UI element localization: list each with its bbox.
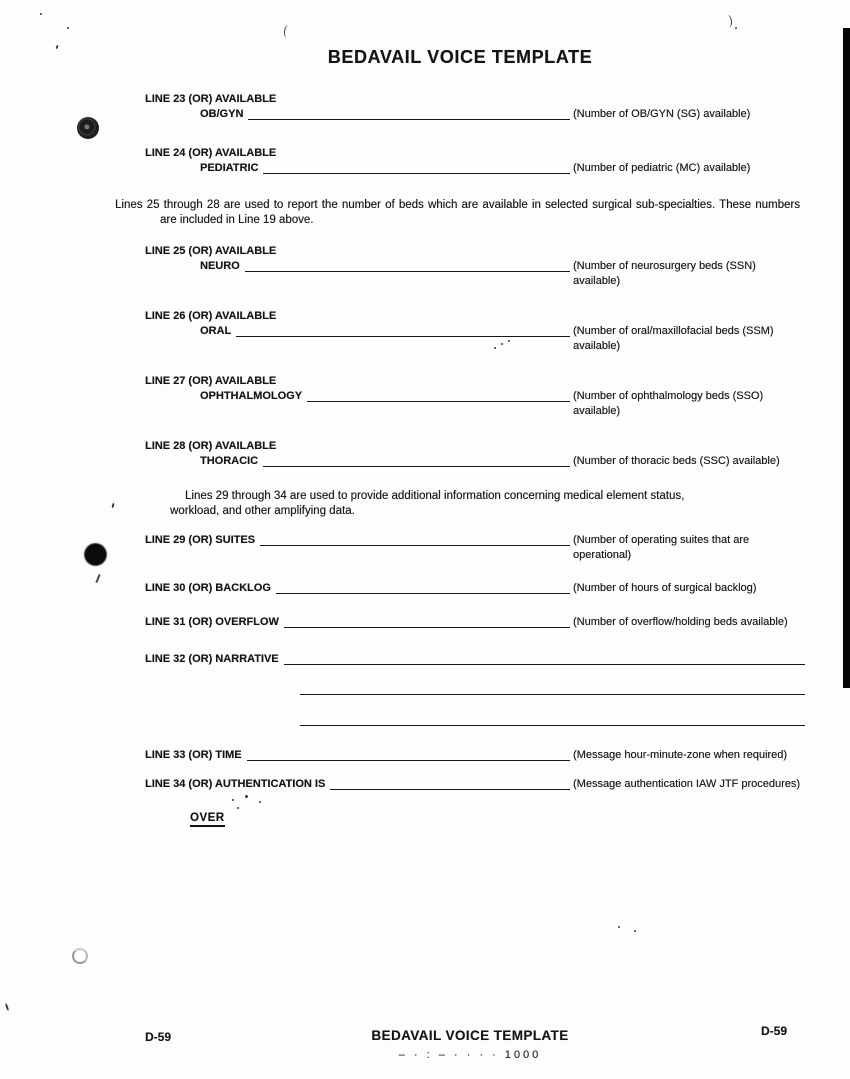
line-label: LINE 23 (OR) AVAILABLE xyxy=(145,93,277,105)
line-label-block xyxy=(145,309,570,354)
line-label: LINE 27 (OR) AVAILABLE xyxy=(145,375,277,387)
line-description: (Number of ophthalmology beds (SSO) available) xyxy=(573,390,764,417)
line-sublabel: NEURO xyxy=(200,260,240,272)
scan-speckle xyxy=(634,930,636,932)
line-description: (Number of thoracic beds (SSC) available) xyxy=(573,455,780,467)
page-title: BEDAVAIL VOICE TEMPLATE xyxy=(327,47,593,67)
fill-in-blank xyxy=(260,544,570,546)
form-line-27 xyxy=(145,374,805,419)
footer-title: BEDAVAIL VOICE TEMPLATE xyxy=(371,1028,569,1043)
line-label: LINE 30 (OR) BACKLOG xyxy=(145,582,271,594)
line-label-block xyxy=(145,244,570,289)
form-line-24 xyxy=(145,146,805,176)
fill-in-blank xyxy=(284,663,805,665)
line-label-block xyxy=(145,615,570,630)
form-line-32 xyxy=(145,652,805,726)
scan-speckle xyxy=(67,27,69,29)
line-description: (Number of pediatric (MC) available) xyxy=(573,162,751,174)
line-label-block xyxy=(145,748,570,763)
line-description: (Message authentication IAW JTF procedures) xyxy=(573,778,801,790)
fill-in-blank xyxy=(284,626,570,628)
line-description: (Number of neurosurgery beds (SSN) available) xyxy=(573,260,756,287)
form-line-28 xyxy=(145,439,805,469)
scan-speckle xyxy=(237,807,239,809)
over-label: OVER xyxy=(190,812,225,827)
line-label-block xyxy=(145,146,570,176)
scan-speckle xyxy=(232,799,234,801)
fill-in-blank xyxy=(263,465,570,467)
scan-speckle xyxy=(111,503,114,508)
pen-tick-mark xyxy=(95,574,100,583)
line-sublabel: OPHTHALMOLOGY xyxy=(200,390,303,402)
fill-in-blank xyxy=(300,693,805,695)
scan-speckle xyxy=(618,926,620,928)
line-sublabel: THORACIC xyxy=(200,455,259,467)
form-line-25 xyxy=(145,244,805,289)
fill-in-blank xyxy=(276,592,570,594)
line-label-block xyxy=(145,581,570,596)
line-description: (Number of oral/maxillofacial beds (SSM) available) xyxy=(573,325,774,352)
line-label: LINE 33 (OR) TIME xyxy=(145,749,242,761)
scan-speckle xyxy=(735,27,737,29)
line-label: LINE 34 (OR) AUTHENTICATION IS xyxy=(145,778,326,790)
scan-speckle xyxy=(508,340,510,342)
form-line-29 xyxy=(145,533,805,563)
scan-speckle xyxy=(245,795,248,798)
fill-in-blank xyxy=(248,118,570,120)
line-label: LINE 26 (OR) AVAILABLE xyxy=(145,310,277,322)
instructions-lines-25-28: Lines 25 through 28 are used to report the number of beds which are available in selected surgical sub-specialties. These numbers are included in Line 19 above. xyxy=(115,199,800,226)
ink-dot-mark xyxy=(85,544,106,565)
form-line-34 xyxy=(145,777,805,792)
over-label-row xyxy=(190,808,850,826)
fill-in-blank xyxy=(307,400,570,402)
line-sublabel: ORAL xyxy=(200,325,232,337)
fill-in-blank xyxy=(245,270,570,272)
form-line-26 xyxy=(145,309,805,354)
scan-speckle xyxy=(55,45,58,49)
line-label-block xyxy=(145,374,570,419)
footer-cutoff-text: – · : – · · · · 1000 xyxy=(398,1049,542,1058)
line-label-block xyxy=(145,533,570,563)
line-sublabel: PEDIATRIC xyxy=(200,162,259,174)
line-description: (Number of OB/GYN (SG) available) xyxy=(573,108,751,120)
hole-punch-mark xyxy=(77,117,99,139)
scan-speckle xyxy=(259,801,261,803)
scan-edge-bar xyxy=(843,28,850,688)
line-description: (Number of operating suites that are operational) xyxy=(573,534,750,561)
line-description: (Number of hours of surgical backlog) xyxy=(573,582,757,594)
line-label: LINE 32 (OR) NARRATIVE xyxy=(145,653,279,665)
fill-in-blank xyxy=(330,788,570,790)
page-number-right: D-59 xyxy=(760,1024,787,1038)
line-description: (Message hour-minute-zone when required) xyxy=(573,749,787,761)
fill-in-blank xyxy=(247,759,570,761)
line-label: LINE 28 (OR) AVAILABLE xyxy=(145,440,277,452)
line-label: LINE 31 (OR) OVERFLOW xyxy=(145,616,279,628)
scan-speckle xyxy=(283,25,293,39)
line-label: LINE 24 (OR) AVAILABLE xyxy=(145,147,277,159)
form-line-31 xyxy=(145,615,805,630)
scan-speckle xyxy=(5,1003,10,1011)
line-label-block xyxy=(145,777,570,792)
fill-in-blank xyxy=(300,724,805,726)
faint-circle-mark xyxy=(72,948,88,964)
scan-speckle xyxy=(40,13,42,15)
fill-in-blank xyxy=(263,172,570,174)
page-number-left: D-59 xyxy=(145,1030,172,1044)
form-line-23 xyxy=(145,92,805,122)
scan-speckle xyxy=(723,15,732,29)
scan-speckle xyxy=(501,343,503,345)
line-label-block xyxy=(145,439,570,469)
fill-in-blank xyxy=(236,335,570,337)
line-description: (Number of overflow/holding beds available) xyxy=(573,616,788,628)
scan-speckle xyxy=(494,347,496,349)
line-label-block xyxy=(145,92,570,122)
form-line-33 xyxy=(145,748,805,763)
line-label: LINE 29 (OR) SUITES xyxy=(145,534,256,546)
instructions-lines-29-34: Lines 29 through 34 are used to provide additional information concerning medical element status, workload, and other amplifying data. xyxy=(170,490,685,517)
line-label: LINE 25 (OR) AVAILABLE xyxy=(145,245,277,257)
line-sublabel: OB/GYN xyxy=(200,108,244,120)
form-line-30 xyxy=(145,581,805,596)
